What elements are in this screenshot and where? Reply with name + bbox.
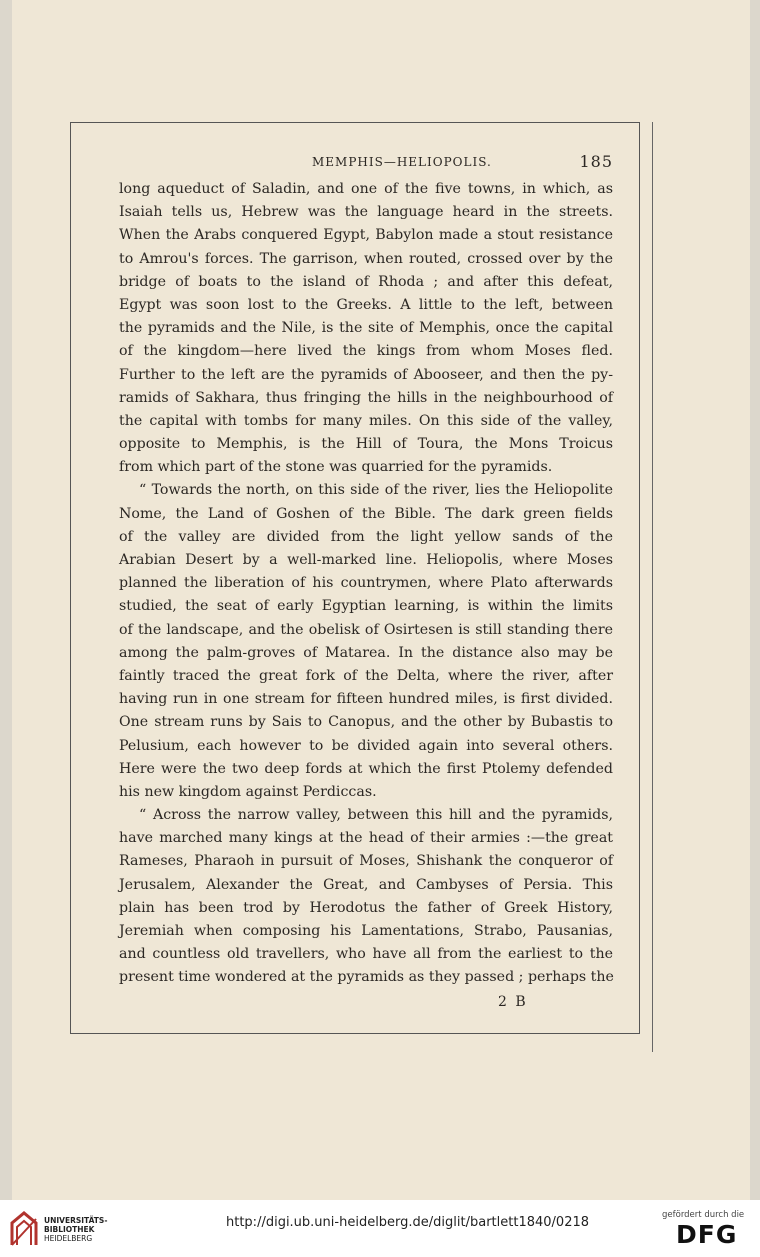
- text-line: Here were the two deep fords at which the first Ptolemy defended: [119, 760, 613, 777]
- text-line: of the landscape, and the obelisk of Osirtesen is still standing there: [119, 621, 613, 638]
- text-line: Egypt was soon lost to the Greeks. A little to the left, between: [119, 296, 613, 313]
- running-head: [119, 152, 613, 178]
- running-title: MEMPHIS—HELIOPOLIS.: [312, 155, 492, 169]
- text-line: the capital with tombs for many miles. On this side of the valley,: [119, 412, 613, 429]
- text-line: Arabian Desert by a well-marked line. Heliopolis, where Moses: [119, 552, 613, 568]
- institution-line: BIBLIOTHEK: [44, 1225, 95, 1234]
- text-line: bridge of boats to the island of Rhoda ; and after this defeat,: [119, 273, 613, 290]
- text-line: Rameses, Pharaoh in pursuit of Moses, Shishank the conqueror of: [119, 853, 613, 870]
- text-line: and countless old travellers, who have all from the earliest to the: [119, 946, 613, 963]
- text-line: have marched many kings at the head of their armies :—the great: [119, 830, 613, 847]
- text-line: Nome, the Land of Goshen of the Bible. The dark green fields: [119, 505, 613, 522]
- text-line: “ Across the narrow valley, between this hill and the pyramids,: [139, 807, 613, 824]
- permalink-url[interactable]: http://digi.ub.uni-heidelberg.de/diglit/bartlett1840/0218: [226, 1215, 590, 1230]
- text-line: present time wondered at the pyramids as they passed ; perhaps the: [119, 969, 614, 986]
- footer-bar: [0, 1200, 760, 1257]
- text-line: studied, the seat of early Egyptian learning, is within the limits: [119, 598, 613, 615]
- text-line: “ Towards the north, on this side of the river, lies the Heliopolite: [139, 482, 613, 499]
- text-line: long aqueduct of Saladin, and one of the five towns, in which, as: [119, 181, 613, 197]
- text-line: planned the liberation of his countrymen, where Plato afterwards: [119, 575, 613, 592]
- text-line: to Amrou's forces. The garrison, when routed, crossed over by the: [119, 250, 613, 267]
- dfg-logo: DFG: [676, 1220, 738, 1249]
- institution-line: HEIDELBERG: [44, 1234, 93, 1243]
- text-line: Further to the left are the pyramids of Abooseer, and then the py-: [119, 366, 613, 383]
- text-line: plain has been trod by Herodotus the father of Greek History,: [119, 899, 613, 916]
- text-line: Jeremiah when composing his Lamentations, Strabo, Pausanias,: [119, 923, 613, 939]
- institution-line: UNIVERSITÄTS-: [44, 1216, 108, 1225]
- text-line: Isaiah tells us, Hebrew was the language heard in the streets.: [119, 204, 613, 221]
- body-text: [119, 178, 613, 990]
- text-line: ramids of Sakhara, thus fringing the hills in the neighbourhood of: [119, 389, 613, 406]
- signature-mark: 2 B: [498, 994, 528, 1010]
- text-line: his new kingdom against Perdiccas.: [119, 783, 377, 800]
- institution-name: [44, 1216, 107, 1243]
- text-line: opposite to Memphis, is the Hill of Toura, the Mons Troicus: [119, 436, 613, 453]
- text-line: having run in one stream for fifteen hundred miles, is first divided.: [119, 691, 613, 708]
- text-line: among the palm-groves of Matarea. In the distance also may be: [119, 644, 613, 661]
- text-line: Pelusium, each however to be divided again into several others.: [119, 737, 613, 754]
- text-block: [119, 152, 613, 990]
- text-line: One stream runs by Sais to Canopus, and the other by Bubastis to: [119, 714, 613, 731]
- text-line: from which part of the stone was quarried for the pyramids.: [119, 459, 553, 476]
- university-library-logo-icon: [10, 1209, 38, 1247]
- page-number: 185: [579, 152, 613, 171]
- funded-by-label: gefördert durch die: [662, 1210, 745, 1220]
- text-line: of the kingdom—here lived the kings from whom Moses fled.: [119, 343, 613, 360]
- text-line: faintly traced the great fork of the Delta, where the river, after: [119, 667, 613, 684]
- text-line: of the valley are divided from the light yellow sands of the: [119, 528, 613, 545]
- text-line: When the Arabs conquered Egypt, Babylon made a stout resistance: [119, 227, 613, 244]
- frame-rule: [652, 122, 653, 1052]
- text-line: the pyramids and the Nile, is the site of Memphis, once the capital: [119, 320, 613, 337]
- text-line: Jerusalem, Alexander the Great, and Cambyses of Persia. This: [119, 876, 613, 893]
